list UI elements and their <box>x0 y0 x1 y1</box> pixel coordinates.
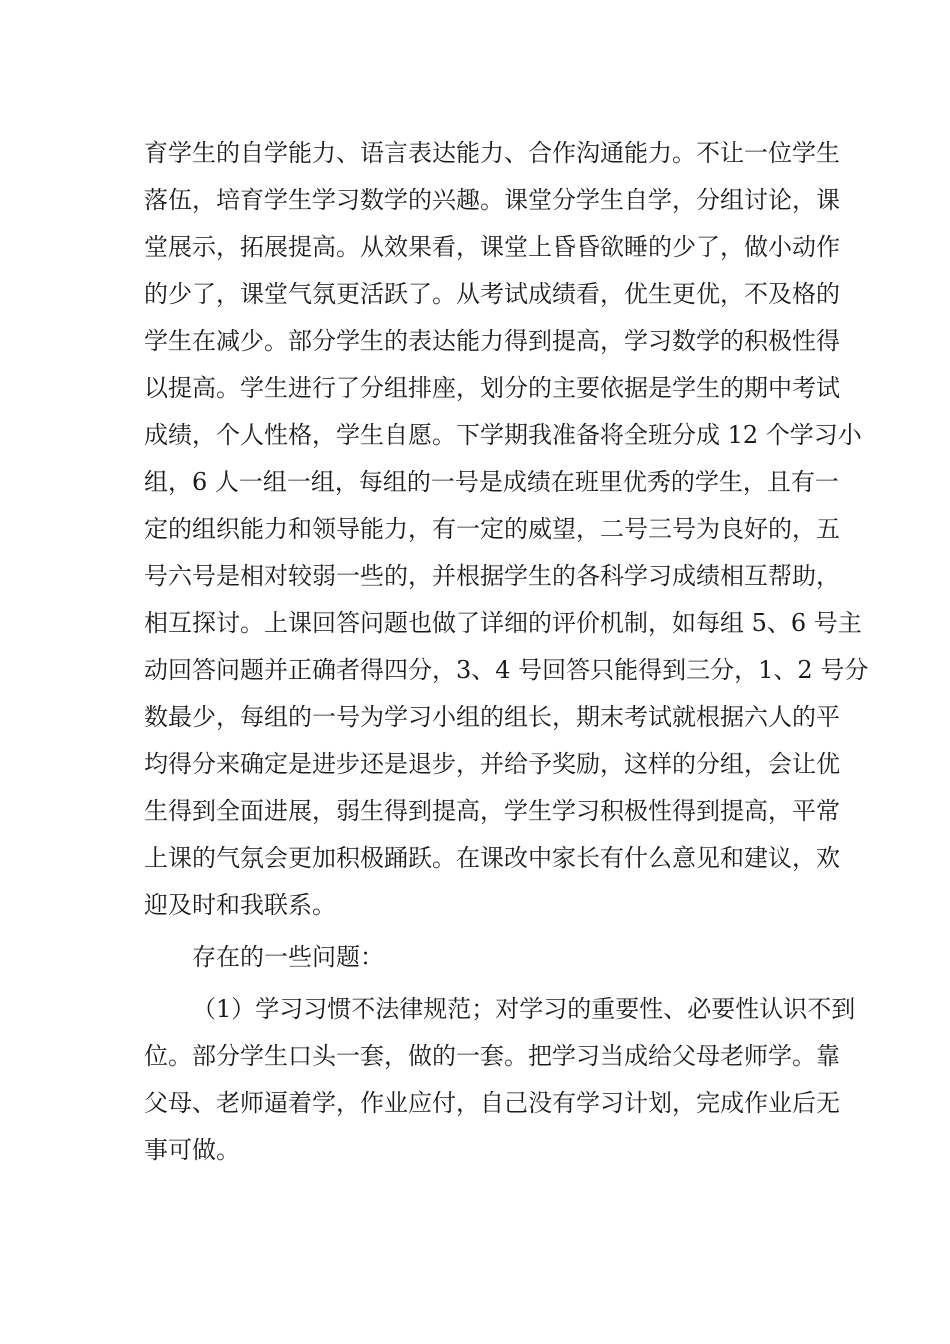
paragraph-line: 成绩，个人性格，学生自愿。下学期我准备将全班分成 12 个学习小 <box>144 421 862 449</box>
paragraph-line: 以提高。学生进行了分组排座，划分的主要依据是学生的期中考试 <box>144 374 840 402</box>
paragraph-line: 的少了，课堂气氛更活跃了。从考试成绩看，优生更优，不及格的 <box>144 280 840 308</box>
paragraph-line: 相互探讨。上课回答问题也做了详细的评价机制，如每组 5、6 号主 <box>144 609 862 637</box>
list-item-line: （1）学习习惯不法律规范；对学习的重要性、必要性认识不到 <box>192 995 856 1023</box>
paragraph-line: 上课的气氛会更加积极踊跃。在课改中家长有什么意见和建议，欢 <box>144 844 840 872</box>
paragraph-line: 数最少，每组的一号为学习小组的组长，期末考试就根据六人的平 <box>144 703 840 731</box>
paragraph-line: 迎及时和我联系。 <box>144 891 336 919</box>
paragraph-line: 堂展示，拓展提高。从效果看，课堂上昏昏欲睡的少了，做小动作 <box>144 233 840 261</box>
paragraph-line: 生得到全面进展，弱生得到提高，学生学习积极性得到提高，平常 <box>144 797 840 825</box>
section-heading: 存在的一些问题： <box>192 943 384 971</box>
paragraph-line: 学生在减少。部分学生的表达能力得到提高，学习数学的积极性得 <box>144 327 840 355</box>
paragraph-line: 均得分来确定是进步还是退步，并给予奖励，这样的分组，会让优 <box>144 750 840 778</box>
paragraph-line: 组，6 人一组一组，每组的一号是成绩在班里优秀的学生，且有一 <box>144 468 839 496</box>
paragraph-line: 育学生的自学能力、语言表达能力、合作沟通能力。不让一位学生 <box>144 139 840 167</box>
paragraph-line: 定的组织能力和领导能力，有一定的威望，二号三号为良好的，五 <box>144 515 840 543</box>
list-item-line: 事可做。 <box>144 1136 240 1164</box>
paragraph-line: 落伍，培育学生学习数学的兴趣。课堂分学生自学，分组讨论，课 <box>144 186 840 214</box>
paragraph-line: 号六号是相对较弱一些的，并根据学生的各科学习成绩相互帮助， <box>144 562 840 590</box>
list-item-line: 父母、老师逼着学，作业应付，自己没有学习计划，完成作业后无 <box>144 1089 840 1117</box>
paragraph-line: 动回答问题并正确者得四分，3、4 号回答只能得到三分，1、2 号分 <box>144 656 869 684</box>
list-item-line: 位。部分学生口头一套，做的一套。把学习当成给父母老师学。靠 <box>144 1042 840 1070</box>
